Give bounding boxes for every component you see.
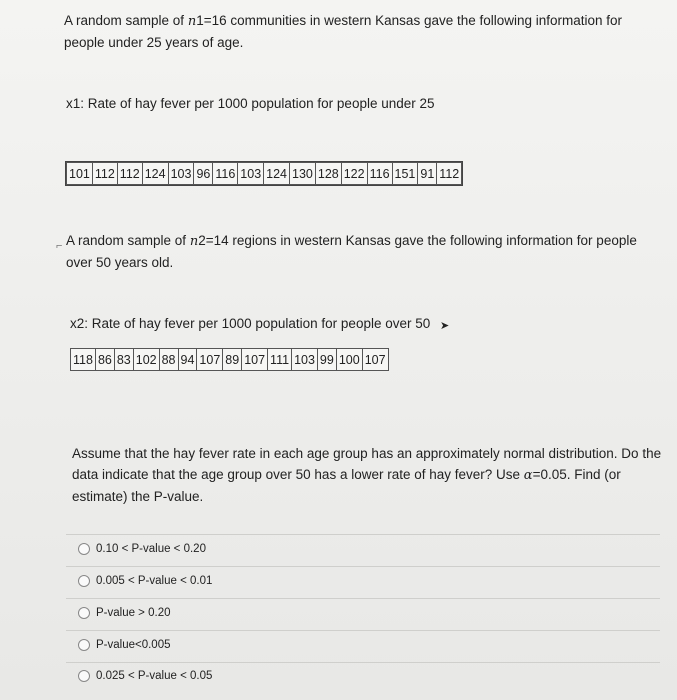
- divider: [66, 534, 660, 535]
- data-cell: 118: [71, 349, 96, 371]
- intro-paragraph-2: [66, 230, 656, 273]
- data-cell: 86: [95, 349, 114, 371]
- data-cell: 112: [92, 163, 117, 185]
- x2-data-row: [71, 349, 389, 371]
- intro-text-end: 1=16 communities in western Kansas gave the following information for people under 25 years of age.: [64, 13, 623, 50]
- x1-data-table: [66, 162, 462, 185]
- option-2[interactable]: [78, 575, 212, 587]
- option-3-label: P-value > 0.20: [96, 607, 171, 619]
- radio-button-icon[interactable]: [78, 639, 90, 651]
- data-cell: 89: [223, 349, 242, 371]
- data-cell: 111: [268, 349, 292, 371]
- data-cell: 128: [315, 163, 341, 185]
- margin-tick-mark: ⌐: [56, 240, 63, 252]
- question-paragraph: [72, 443, 662, 507]
- radio-button-icon[interactable]: [78, 575, 90, 587]
- data-cell: 107: [242, 349, 268, 371]
- mouse-cursor-icon: ➤: [440, 320, 450, 332]
- data-cell: 83: [114, 349, 133, 371]
- intro-text-start: A random sample of: [64, 13, 188, 28]
- data-cell: 100: [336, 349, 362, 371]
- data-cell: 116: [213, 163, 238, 185]
- n-variable: n: [187, 14, 197, 29]
- data-cell: 107: [362, 349, 388, 371]
- intro2-text-end: 2=14 regions in western Kansas gave the following information for people over 50 years old.: [66, 233, 637, 270]
- data-cell: 116: [367, 163, 392, 185]
- data-cell: 124: [264, 163, 290, 185]
- intro-paragraph-1: [64, 10, 654, 53]
- data-cell: 112: [437, 163, 462, 185]
- option-1[interactable]: [78, 543, 206, 555]
- data-cell: 107: [197, 349, 223, 371]
- option-5[interactable]: [78, 670, 212, 682]
- x2-data-table: [70, 348, 389, 371]
- question-text-start: Assume that the hay fever rate in each age group has an approximately normal distribution. Do the data indicate that the age group over 50 has a lower rate of hay fever? Use: [72, 446, 662, 482]
- data-cell: 96: [194, 163, 213, 185]
- data-cell: 99: [317, 349, 336, 371]
- divider: [66, 566, 660, 567]
- radio-button-icon[interactable]: [78, 670, 90, 682]
- radio-button-icon[interactable]: [78, 543, 90, 555]
- option-4[interactable]: [78, 639, 171, 651]
- question-text-end: =0.05. Find (or estimate) the P-value.: [72, 467, 621, 504]
- option-2-label: 0.005 < P-value < 0.01: [96, 575, 213, 587]
- radio-button-icon[interactable]: [78, 607, 90, 619]
- option-3[interactable]: [78, 607, 170, 619]
- data-cell: 94: [178, 349, 197, 371]
- data-cell: 112: [117, 163, 142, 185]
- data-cell: 124: [142, 163, 168, 185]
- option-1-label: 0.10 < P-value < 0.20: [96, 543, 206, 555]
- data-cell: 103: [292, 349, 318, 371]
- option-4-label: P-value<0.005: [96, 639, 171, 651]
- divider: [66, 630, 660, 631]
- data-cell: 101: [67, 163, 93, 185]
- x1-label: x1: Rate of hay fever per 1000 population for people under 25: [66, 96, 435, 111]
- x2-label: x2: Rate of hay fever per 1000 population for people over 50: [70, 316, 431, 331]
- data-cell: 122: [341, 163, 367, 185]
- x1-data-row: [67, 163, 462, 185]
- data-cell: 103: [168, 163, 194, 185]
- n-variable-2: n: [189, 234, 199, 249]
- alpha-symbol: α: [523, 468, 533, 483]
- data-cell: 103: [238, 163, 264, 185]
- divider: [66, 662, 660, 663]
- data-cell: 91: [418, 163, 437, 185]
- data-cell: 151: [392, 163, 418, 185]
- option-5-label: 0.025 < P-value < 0.05: [96, 670, 213, 682]
- data-cell: 130: [290, 163, 316, 185]
- data-cell: 88: [159, 349, 178, 371]
- divider: [66, 598, 660, 599]
- intro2-text-start: A random sample of: [66, 233, 190, 248]
- data-cell: 102: [133, 349, 159, 371]
